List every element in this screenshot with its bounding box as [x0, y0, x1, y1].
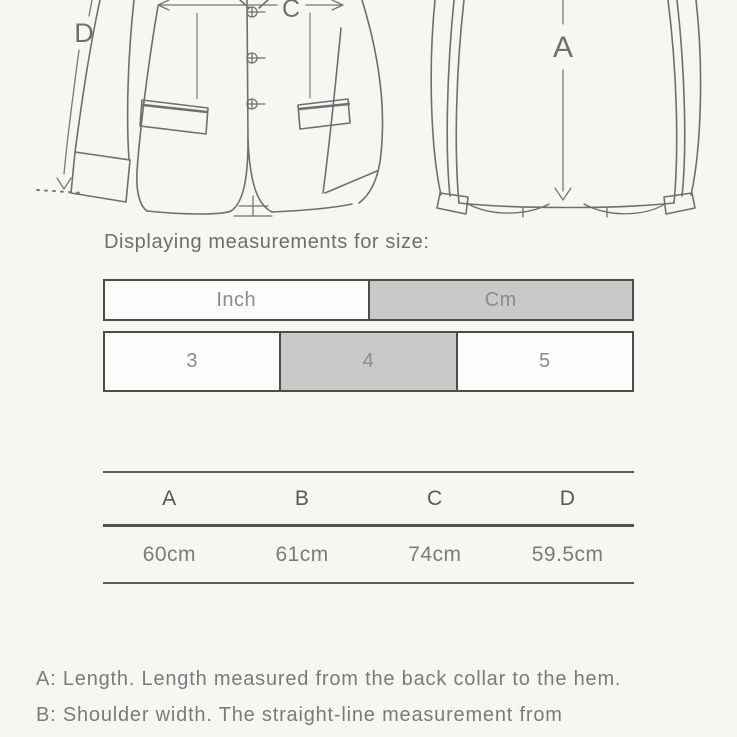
description-b: B: Shoulder width. The straight-line measurement from [36, 704, 563, 726]
chest-measure-arrow [158, 0, 343, 10]
unit-toggle [103, 279, 634, 321]
description-a: A: Length. Length measured from the back collar to the hem. [36, 668, 622, 690]
measurements-header-row [103, 471, 634, 527]
value-cell-c: 74cm [408, 542, 462, 566]
jacket-front-drawing [71, 0, 383, 216]
jacket-diagram [0, 0, 737, 232]
measurements-table [103, 471, 634, 584]
sleeve-length-label: D [74, 18, 94, 48]
back-length-label: A [552, 31, 574, 64]
value-cell-d: 59.5cm [531, 542, 604, 566]
header-cell-b: B [294, 486, 310, 510]
header-cell-a: A [162, 486, 177, 510]
header-cell-c: C [427, 486, 443, 510]
size-option-5[interactable]: 5 [456, 333, 632, 390]
length-measure-arrow [552, 0, 574, 200]
chest-width-label: C [281, 0, 301, 23]
button-icons [247, 7, 265, 109]
size-selector [103, 331, 634, 392]
size-option-4[interactable]: 4 [279, 333, 455, 390]
value-cell-b: 61cm [275, 542, 329, 566]
header-cell-d: D [559, 486, 576, 510]
unit-option-inch[interactable]: Inch [105, 281, 368, 319]
size-guide-title: Displaying measurements for size: [104, 231, 430, 253]
measurement-descriptions [36, 661, 726, 733]
size-option-3[interactable]: 3 [105, 333, 279, 390]
unit-option-cm[interactable]: Cm [368, 281, 633, 319]
value-cell-a: 60cm [142, 542, 197, 566]
measurements-value-row [103, 527, 634, 584]
